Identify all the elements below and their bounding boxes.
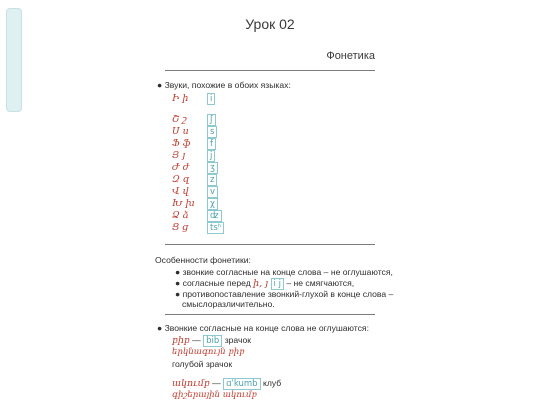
- list-item-text: согласные перед: [182, 278, 251, 288]
- list-item: [175, 289, 393, 299]
- ipa-box: v: [207, 186, 218, 198]
- list-item-text: – не смягчаются,: [286, 278, 355, 288]
- ipa-box: i j: [271, 278, 284, 290]
- ipa-box: χ: [207, 198, 218, 210]
- example-phrase: երկնագույն բիբ: [172, 347, 245, 357]
- list-item-text: противопоставление звонкий-глухой в конце слова –: [182, 289, 394, 299]
- ipa-box: ʒ: [207, 162, 218, 174]
- armenian-letter: Վ վ: [172, 186, 189, 197]
- example-word: [172, 378, 281, 390]
- armenian-word: ակումբ: [172, 378, 210, 389]
- ipa-box: f: [207, 138, 216, 150]
- ipa-box: i: [207, 93, 215, 105]
- ipa-box: ɑˈkumb: [223, 378, 260, 390]
- page-title: Урок 02: [245, 16, 295, 32]
- bullet-icon: ●: [157, 323, 163, 333]
- bullet-icon: ●: [175, 267, 181, 277]
- ipa-box: tsʰ: [207, 222, 224, 234]
- bullet-icon: ●: [175, 289, 181, 299]
- section3-heading: [157, 323, 369, 333]
- ipa-box: z: [207, 174, 217, 186]
- section1-heading-text: Звуки, похожие в обоих языках:: [164, 80, 291, 90]
- divider: [165, 244, 375, 245]
- armenian-letter: Յ յ: [172, 150, 186, 161]
- section3-heading-text: Звонкие согласные на конце слова не оглушаются:: [164, 323, 369, 333]
- phrase-translation: голубой зрачок: [172, 359, 233, 369]
- dash: —: [212, 378, 221, 388]
- armenian-letter: Ս ս: [172, 126, 189, 137]
- bullet-icon: ●: [175, 278, 181, 288]
- russian-translation: зрачок: [224, 335, 252, 345]
- armenian-letter: Ց ց: [172, 222, 189, 233]
- example-phrase: գիշերային ակումբ: [172, 390, 257, 400]
- ipa-box: j: [207, 150, 215, 162]
- armenian-letter: Ֆ ֆ: [172, 138, 191, 149]
- list-item-text: звонкие согласные на конце слова – не оглушаются,: [182, 267, 393, 277]
- ipa-box: s: [207, 126, 217, 138]
- section1-heading: [157, 80, 291, 90]
- armenian-letter: Ի ի: [172, 93, 189, 104]
- armenian-letter: Ժ ժ: [172, 162, 190, 173]
- section2-heading: Особенности фонетики:: [155, 255, 251, 265]
- armenian-letter: Զ զ: [172, 174, 190, 185]
- russian-translation: клуб: [262, 378, 282, 388]
- armenian-letters: ի, յ: [253, 278, 269, 289]
- divider: [165, 314, 375, 315]
- page-subtitle: Фонетика: [326, 50, 375, 62]
- ipa-box: ʃ: [207, 114, 216, 126]
- list-item-continuation: смыслоразличительно.: [182, 299, 275, 309]
- ipa-box: bib: [203, 335, 222, 347]
- ipa-box: ʣ: [207, 210, 222, 222]
- armenian-letter: Խ խ: [172, 198, 195, 209]
- divider: [165, 70, 375, 71]
- armenian-word: բիբ: [172, 335, 190, 346]
- dash: —: [192, 335, 201, 345]
- armenian-letter: Ձ ձ: [172, 210, 189, 221]
- armenian-letter: Շ շ: [172, 114, 187, 125]
- example-word: [172, 335, 251, 347]
- bullet-icon: ●: [157, 80, 163, 90]
- list-item: [175, 267, 393, 277]
